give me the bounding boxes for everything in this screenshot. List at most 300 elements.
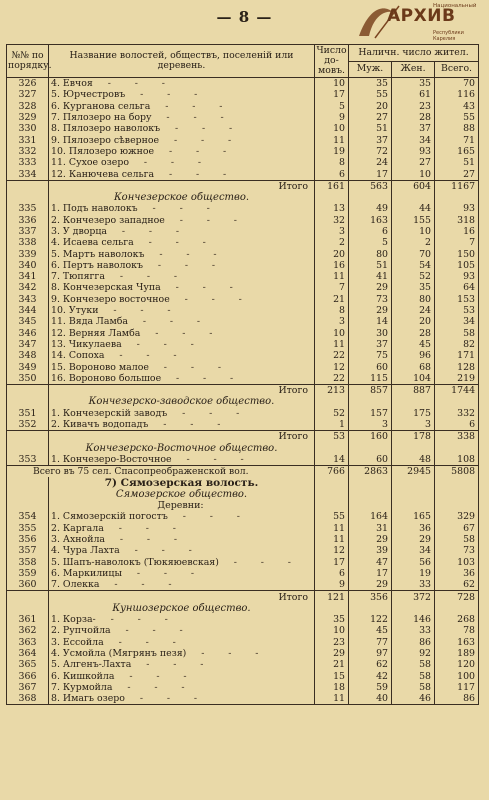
women-cell bbox=[392, 489, 435, 500]
settlement-name: 5. Шапъ-наволокъ (Тюкяюевская) bbox=[51, 556, 219, 568]
settlement-name: 1. Корза- bbox=[51, 614, 96, 626]
houses-cell bbox=[315, 489, 349, 500]
women-cell: 68 bbox=[392, 361, 435, 372]
total-cell: 78 bbox=[435, 625, 479, 636]
men-cell bbox=[349, 396, 392, 407]
men-cell: 73 bbox=[349, 294, 392, 305]
houses-cell: 14 bbox=[315, 454, 349, 466]
leader-dashes: - - - bbox=[161, 372, 234, 384]
women-cell: 35 bbox=[392, 282, 435, 293]
row-number: 368 bbox=[7, 693, 49, 705]
settlement-name: 7. Курмойла bbox=[51, 681, 113, 693]
leader-dashes: - - - bbox=[92, 78, 165, 90]
women-cell: 2 bbox=[392, 237, 435, 248]
table-row bbox=[7, 316, 479, 327]
women-cell: 58 bbox=[392, 682, 435, 693]
women-cell: 2945 bbox=[392, 466, 435, 478]
total-cell: 1167 bbox=[435, 180, 479, 192]
leader-dashes: - - - bbox=[137, 203, 210, 215]
row-number: 366 bbox=[7, 670, 49, 681]
row-name bbox=[49, 260, 315, 271]
settlement-name: 16. Вороново большое bbox=[51, 372, 162, 384]
total-cell: 51 bbox=[435, 157, 479, 168]
sub-title: Деревни: bbox=[49, 500, 315, 511]
subtotal-row bbox=[7, 180, 479, 192]
settlement-name: 1. Подъ наволокъ bbox=[51, 203, 138, 215]
row-name bbox=[49, 534, 315, 545]
houses-cell: 21 bbox=[315, 659, 349, 670]
men-cell: 160 bbox=[349, 431, 392, 443]
row-number: 350 bbox=[7, 373, 49, 385]
row-name bbox=[49, 419, 315, 431]
total-cell: 34 bbox=[435, 316, 479, 327]
settlement-name: 3. У дворца bbox=[51, 226, 107, 237]
settlement-name: 8. Кончезерская Чупа bbox=[51, 282, 161, 294]
men-cell: 14 bbox=[349, 316, 392, 327]
row-name bbox=[49, 328, 315, 339]
subtotal-label: Итого bbox=[49, 385, 315, 397]
houses-cell: 35 bbox=[315, 614, 349, 625]
row-number: 355 bbox=[7, 523, 49, 534]
table-row bbox=[7, 146, 479, 157]
houses-cell: 18 bbox=[315, 682, 349, 693]
leader-dashes: - - - bbox=[171, 453, 244, 465]
row-name bbox=[49, 568, 315, 579]
leader-dashes: - - - bbox=[151, 112, 224, 124]
men-cell: 60 bbox=[349, 454, 392, 466]
row-name bbox=[49, 682, 315, 693]
total-cell: 67 bbox=[435, 523, 479, 534]
total-cell: 329 bbox=[435, 511, 479, 522]
leader-dashes: - - - bbox=[154, 145, 227, 157]
houses-cell: 11 bbox=[315, 534, 349, 545]
leader-dashes: - - - bbox=[129, 157, 202, 169]
settlement-name: 14. Сопоха bbox=[51, 350, 105, 362]
table-row bbox=[7, 260, 479, 271]
section-title: Кончезерско-заводское общество. bbox=[49, 396, 315, 407]
row-number: 346 bbox=[7, 328, 49, 339]
women-cell: 45 bbox=[392, 339, 435, 350]
houses-cell: 6 bbox=[315, 568, 349, 579]
row-number bbox=[7, 477, 49, 488]
table-row bbox=[7, 294, 479, 305]
leader-dashes: - - - bbox=[110, 625, 183, 637]
table-row bbox=[7, 168, 479, 180]
leader-dashes: - - - bbox=[119, 545, 192, 557]
table-row bbox=[7, 271, 479, 282]
leader-dashes: - - - bbox=[150, 100, 223, 112]
women-cell: 80 bbox=[392, 294, 435, 305]
total-cell: 58 bbox=[435, 534, 479, 545]
row-name bbox=[49, 112, 315, 123]
row-number: 326 bbox=[7, 78, 49, 90]
settlement-name: 3. Ессойла bbox=[51, 636, 104, 648]
total-cell: 86 bbox=[435, 693, 479, 705]
men-cell: 37 bbox=[349, 134, 392, 145]
men-cell: 49 bbox=[349, 203, 392, 214]
table-row bbox=[7, 134, 479, 145]
houses-cell: 23 bbox=[315, 637, 349, 648]
houses-cell: 22 bbox=[315, 350, 349, 361]
leader-dashes: - - - bbox=[121, 567, 195, 579]
women-cell: 36 bbox=[392, 523, 435, 534]
row-number bbox=[7, 192, 49, 203]
houses-cell: 29 bbox=[315, 648, 349, 659]
row-number: 360 bbox=[7, 579, 49, 591]
leader-dashes: - - - bbox=[159, 134, 232, 146]
row-name bbox=[49, 146, 315, 157]
row-number: 330 bbox=[7, 123, 49, 134]
row-name bbox=[49, 271, 315, 282]
houses-cell: 16 bbox=[315, 260, 349, 271]
row-name bbox=[49, 648, 315, 659]
row-number: 343 bbox=[7, 294, 49, 305]
men-cell: 55 bbox=[349, 89, 392, 100]
women-cell bbox=[392, 603, 435, 614]
leader-dashes: - - - bbox=[107, 226, 180, 237]
row-name bbox=[49, 123, 315, 134]
men-cell: 77 bbox=[349, 637, 392, 648]
row-number bbox=[7, 500, 49, 511]
logo-line2: Республики Карелия bbox=[433, 30, 464, 42]
row-number: 328 bbox=[7, 101, 49, 112]
logo-title: АРХИВ bbox=[387, 6, 456, 26]
men-cell: 97 bbox=[349, 648, 392, 659]
houses-cell: 13 bbox=[315, 203, 349, 214]
leader-dashes: - - - bbox=[148, 419, 221, 431]
houses-cell: 53 bbox=[315, 431, 349, 443]
women-cell bbox=[392, 500, 435, 511]
settlement-name: 13. Чикулаева bbox=[51, 338, 122, 350]
row-number: 357 bbox=[7, 545, 49, 556]
houses-cell: 12 bbox=[315, 361, 349, 372]
leader-dashes: - - - bbox=[105, 534, 178, 546]
table-row bbox=[7, 614, 479, 625]
men-cell: 51 bbox=[349, 123, 392, 134]
total-cell: 728 bbox=[435, 591, 479, 603]
row-number: 352 bbox=[7, 419, 49, 431]
women-cell: 86 bbox=[392, 637, 435, 648]
row-number: 364 bbox=[7, 648, 49, 659]
row-number: 337 bbox=[7, 226, 49, 237]
men-cell: 122 bbox=[349, 614, 392, 625]
row-number: 341 bbox=[7, 271, 49, 282]
total-cell: 43 bbox=[435, 101, 479, 112]
women-cell bbox=[392, 477, 435, 488]
men-cell: 59 bbox=[349, 682, 392, 693]
row-number bbox=[7, 603, 49, 614]
total-cell: 100 bbox=[435, 670, 479, 681]
archive-logo bbox=[353, 2, 485, 42]
row-name bbox=[49, 523, 315, 534]
row-name bbox=[49, 134, 315, 145]
men-cell: 356 bbox=[349, 591, 392, 603]
row-number bbox=[7, 443, 49, 454]
houses-cell bbox=[315, 192, 349, 203]
houses-cell: 161 bbox=[315, 180, 349, 192]
men-cell: 563 bbox=[349, 180, 392, 192]
total-cell: 332 bbox=[435, 408, 479, 419]
row-name bbox=[49, 89, 315, 100]
table-row bbox=[7, 203, 479, 214]
header-row bbox=[7, 45, 479, 62]
women-cell: 70 bbox=[392, 248, 435, 259]
total-cell: 103 bbox=[435, 556, 479, 567]
total-cell: 128 bbox=[435, 361, 479, 372]
subtotal-row bbox=[7, 431, 479, 443]
men-cell: 29 bbox=[349, 534, 392, 545]
row-number: 362 bbox=[7, 625, 49, 636]
row-name bbox=[49, 350, 315, 361]
header-women: Жен. bbox=[392, 61, 435, 78]
leader-dashes: - - - bbox=[103, 636, 176, 648]
row-number: 327 bbox=[7, 89, 49, 100]
women-cell: 27 bbox=[392, 157, 435, 168]
men-cell: 42 bbox=[349, 670, 392, 681]
row-number: 365 bbox=[7, 659, 49, 670]
row-name bbox=[49, 625, 315, 636]
row-number: 329 bbox=[7, 112, 49, 123]
settlement-name: 3. Ахнойла bbox=[51, 534, 105, 546]
houses-cell: 55 bbox=[315, 511, 349, 522]
houses-cell: 9 bbox=[315, 112, 349, 123]
total-cell: 6 bbox=[435, 419, 479, 431]
women-cell: 58 bbox=[392, 670, 435, 681]
settlement-name: 9. Кончезеро восточное bbox=[51, 293, 170, 305]
subtotal-row bbox=[7, 385, 479, 397]
settlement-name: 5. Мартъ наволокъ bbox=[51, 248, 145, 260]
row-number: 339 bbox=[7, 248, 49, 259]
leader-dashes: - - - bbox=[144, 248, 217, 260]
subtotal-label: Итого bbox=[49, 591, 315, 603]
row-name bbox=[49, 203, 315, 214]
row-name bbox=[49, 248, 315, 259]
leader-dashes: - - - bbox=[103, 522, 176, 534]
total-cell: 27 bbox=[435, 168, 479, 180]
table-row bbox=[7, 693, 479, 705]
men-cell bbox=[349, 192, 392, 203]
houses-cell: 19 bbox=[315, 146, 349, 157]
settlement-name: 6. Маркилицы bbox=[51, 567, 122, 579]
row-name bbox=[49, 316, 315, 327]
row-number: 331 bbox=[7, 134, 49, 145]
total-cell: 55 bbox=[435, 112, 479, 123]
men-cell: 29 bbox=[349, 282, 392, 293]
volost-heading-row bbox=[7, 477, 479, 488]
total-cell: 7 bbox=[435, 237, 479, 248]
settlement-name: 1. Кончезеро-Восточное bbox=[51, 453, 172, 465]
settlement-name: 15. Вороново малое bbox=[51, 361, 149, 373]
houses-cell: 8 bbox=[315, 157, 349, 168]
women-cell: 28 bbox=[392, 328, 435, 339]
row-number bbox=[7, 180, 49, 192]
settlement-name: 12. Канючева сельга bbox=[51, 168, 155, 180]
row-number: 342 bbox=[7, 282, 49, 293]
houses-cell: 9 bbox=[315, 579, 349, 591]
table-row bbox=[7, 682, 479, 693]
row-name bbox=[49, 659, 315, 670]
houses-cell bbox=[315, 603, 349, 614]
houses-cell: 6 bbox=[315, 168, 349, 180]
leader-dashes: - - - bbox=[167, 511, 240, 523]
settlement-name: 1. Кончезерскій заводъ bbox=[51, 407, 168, 419]
men-cell: 5 bbox=[349, 237, 392, 248]
women-cell: 58 bbox=[392, 659, 435, 670]
row-name bbox=[49, 408, 315, 419]
men-cell bbox=[349, 603, 392, 614]
header-num: №№ по порядку. bbox=[7, 45, 49, 78]
leader-dashes: - - - bbox=[114, 670, 187, 682]
men-cell: 115 bbox=[349, 373, 392, 385]
total-cell: 88 bbox=[435, 123, 479, 134]
row-number bbox=[7, 489, 49, 500]
total-cell: 1744 bbox=[435, 385, 479, 397]
houses-cell: 8 bbox=[315, 305, 349, 316]
leader-dashes: - - - bbox=[112, 681, 185, 693]
settlement-name: 6. Кишкойла bbox=[51, 670, 115, 682]
women-cell: 10 bbox=[392, 168, 435, 180]
row-number: 348 bbox=[7, 350, 49, 361]
women-cell: 56 bbox=[392, 556, 435, 567]
settlement-name: 2. Кивачъ водопадъ bbox=[51, 419, 149, 431]
section-title: Сямозерское общество. bbox=[49, 489, 315, 500]
table-row bbox=[7, 215, 479, 226]
houses-cell bbox=[315, 396, 349, 407]
total-cell: 165 bbox=[435, 146, 479, 157]
women-cell: 155 bbox=[392, 215, 435, 226]
settlement-name: 8. Имагь озеро bbox=[51, 693, 125, 705]
row-number: 361 bbox=[7, 614, 49, 625]
women-cell: 24 bbox=[392, 305, 435, 316]
men-cell: 17 bbox=[349, 168, 392, 180]
men-cell: 60 bbox=[349, 361, 392, 372]
settlement-name: 6. Курганова сельга bbox=[51, 100, 151, 112]
row-name bbox=[49, 614, 315, 625]
total-cell: 71 bbox=[435, 134, 479, 145]
row-name bbox=[49, 226, 315, 237]
women-cell: 46 bbox=[392, 693, 435, 705]
total-cell bbox=[435, 500, 479, 511]
men-cell bbox=[349, 500, 392, 511]
table-row bbox=[7, 282, 479, 293]
section-title: Куншозерское общество. bbox=[49, 603, 315, 614]
leader-dashes: - - - bbox=[95, 614, 168, 626]
leader-dashes: - - - bbox=[167, 407, 240, 419]
women-cell: 3 bbox=[392, 419, 435, 431]
total-cell: 70 bbox=[435, 78, 479, 90]
leader-dashes: - - - bbox=[148, 361, 221, 373]
row-number bbox=[7, 396, 49, 407]
women-cell: 28 bbox=[392, 112, 435, 123]
total-cell: 153 bbox=[435, 294, 479, 305]
leader-dashes: - - - bbox=[160, 123, 233, 135]
table-row bbox=[7, 305, 479, 316]
houses-cell: 2 bbox=[315, 237, 349, 248]
men-cell: 62 bbox=[349, 659, 392, 670]
logo-line1: Национальный bbox=[433, 3, 477, 9]
men-cell: 41 bbox=[349, 271, 392, 282]
men-cell: 29 bbox=[349, 305, 392, 316]
settlement-name: 2. Кончезеро западное bbox=[51, 214, 165, 226]
total-cell: 93 bbox=[435, 271, 479, 282]
houses-cell: 121 bbox=[315, 591, 349, 603]
header-name: Название волостей, обществъ, поселеній или деревень. bbox=[49, 45, 315, 78]
table-row bbox=[7, 350, 479, 361]
row-number: 344 bbox=[7, 305, 49, 316]
total-cell: 318 bbox=[435, 215, 479, 226]
settlement-name: 4. Исаева сельга bbox=[51, 237, 134, 249]
women-cell: 104 bbox=[392, 373, 435, 385]
total-cell: 268 bbox=[435, 614, 479, 625]
houses-cell: 10 bbox=[315, 78, 349, 90]
row-name bbox=[49, 545, 315, 556]
men-cell: 6 bbox=[349, 226, 392, 237]
settlement-name: 2. Рупчойла bbox=[51, 625, 111, 637]
men-cell: 31 bbox=[349, 523, 392, 534]
total-cell bbox=[435, 603, 479, 614]
settlement-name: 11. Вяда Ламба bbox=[51, 316, 128, 328]
total-cell bbox=[435, 443, 479, 454]
women-cell: 34 bbox=[392, 545, 435, 556]
women-cell: 92 bbox=[392, 648, 435, 659]
women-cell bbox=[392, 192, 435, 203]
women-cell: 33 bbox=[392, 625, 435, 636]
leader-dashes: - - - bbox=[218, 556, 291, 568]
row-name bbox=[49, 282, 315, 293]
row-number: 354 bbox=[7, 511, 49, 522]
table-row bbox=[7, 248, 479, 259]
row-number: 363 bbox=[7, 637, 49, 648]
total-cell: 73 bbox=[435, 545, 479, 556]
table-row bbox=[7, 579, 479, 591]
row-number bbox=[7, 431, 49, 443]
row-name bbox=[49, 339, 315, 350]
women-cell: 19 bbox=[392, 568, 435, 579]
men-cell: 40 bbox=[349, 693, 392, 705]
settlement-name: 1. Сямозерскій погостъ bbox=[51, 511, 168, 523]
women-cell: 52 bbox=[392, 271, 435, 282]
leader-dashes: - - - bbox=[169, 293, 242, 305]
section-heading-row bbox=[7, 443, 479, 454]
row-name bbox=[49, 373, 315, 385]
total-cell: 150 bbox=[435, 248, 479, 259]
total-cell: 117 bbox=[435, 682, 479, 693]
row-number: 335 bbox=[7, 203, 49, 214]
table-row bbox=[7, 101, 479, 112]
women-cell: 93 bbox=[392, 146, 435, 157]
row-number bbox=[7, 591, 49, 603]
men-cell: 30 bbox=[349, 328, 392, 339]
houses-cell: 10 bbox=[315, 328, 349, 339]
settlement-name: 7. Тюпягга bbox=[51, 271, 105, 283]
leader-dashes: - - - bbox=[125, 89, 198, 101]
leader-dashes: - - - bbox=[160, 282, 233, 294]
census-table bbox=[6, 44, 479, 705]
settlement-name: 6. Пертъ наволокъ bbox=[51, 259, 143, 271]
men-cell: 24 bbox=[349, 157, 392, 168]
houses-cell: 52 bbox=[315, 408, 349, 419]
row-number: 347 bbox=[7, 339, 49, 350]
total-cell: 93 bbox=[435, 203, 479, 214]
row-name bbox=[49, 637, 315, 648]
table-row bbox=[7, 670, 479, 681]
women-cell: 146 bbox=[392, 614, 435, 625]
settlement-name: 5. Юрчестровъ bbox=[51, 89, 126, 101]
settlement-name: 9. Пялозеро сѣверное bbox=[51, 134, 160, 146]
settlement-name: 11. Сухое озеро bbox=[51, 157, 129, 169]
total-cell: 116 bbox=[435, 89, 479, 100]
row-number: 356 bbox=[7, 534, 49, 545]
